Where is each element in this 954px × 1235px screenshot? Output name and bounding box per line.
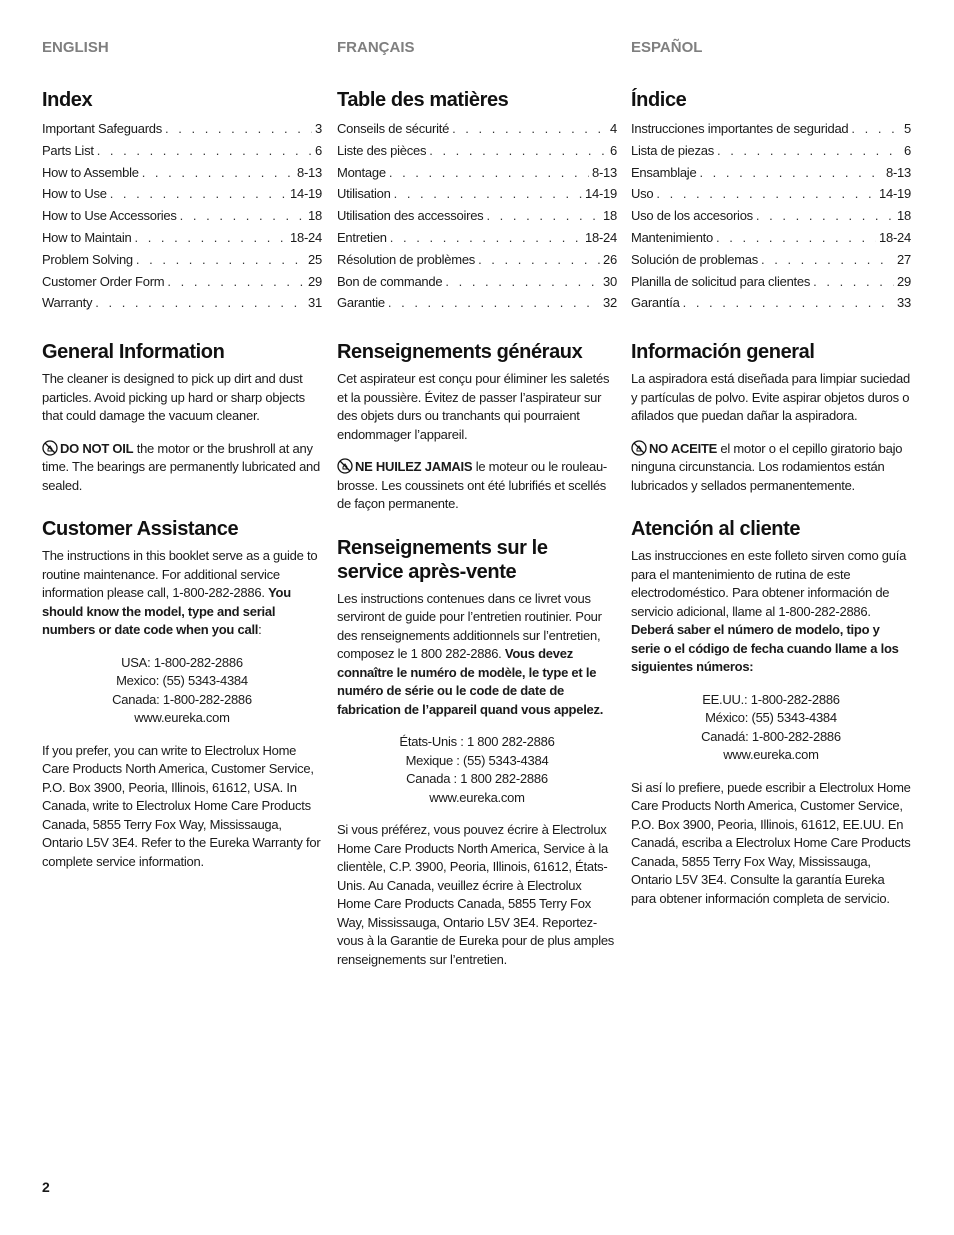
toc-item: Instrucciones importantes de seguridad . . . 5 [631, 118, 911, 140]
toc-item: Parts List . . . 6 [42, 140, 322, 162]
oil-warning-bold: DO NOT OIL [60, 440, 134, 456]
toc-item: Utilisation des accessoires . . . 18 [337, 205, 617, 227]
toc-item: Utilisation . . . 14-19 [337, 183, 617, 205]
toc-item: Garantie . . . 32 [337, 292, 617, 314]
toc-item: Garantía . . . 33 [631, 292, 911, 314]
general-info-text: La aspiradora está diseñada para limpiar suciedad y partículas de polvo. Evite aspirar objetos duros o afilados que puedan dañar la aspiradora. [631, 371, 910, 424]
toc-item: Entretien . . . 18-24 [337, 227, 617, 249]
customer-assistance-text: Les instructions contenues dans ce livret vous serviront de guide pour l’entretien routinier. Pour des renseignements additionnels sur l’entretien, composez le 1 800 282-2886. Vous devez connaître le numéro de modèle, le type et le numéro de série ou le code de date de fabrication de l’appareil quand vous appelez. [337, 590, 604, 717]
language-label: ENGLISH [42, 39, 109, 56]
index-heading: Index [42, 89, 93, 111]
oil-warning [337, 458, 617, 514]
column-french [337, 38, 617, 983]
index-heading: Table des matières [337, 89, 509, 111]
customer-assistance-heading: Customer Assistance [42, 518, 239, 541]
oil-warning-bold: NE HUILEZ JAMAIS [355, 459, 473, 475]
customer-assistance-text: Las instrucciones en este folleto sirven como guía para el mantenimiento de rutina de este electrodoméstico. Para obtener información de servicio adicional, llame al 1-800-282-2886. Deberá saber el número de modelo, tipo y serie o el código de fecha cuando llame a los siguientes números: [631, 548, 907, 675]
no-oil-icon [631, 440, 647, 456]
page-number: 2 [42, 1179, 50, 1195]
table-of-contents [337, 118, 617, 314]
contact-line: États-Unis : 1 800 282-2886 [399, 734, 555, 750]
toc-item: How to Use . . . 14-19 [42, 183, 322, 205]
toc-item: Problem Solving . . . 25 [42, 249, 322, 271]
general-info-text: The cleaner is designed to pick up dirt and dust particles. Avoid picking up hard or sharp objects that could damage the vacuum cleaner. [42, 371, 305, 424]
contact-list [42, 654, 322, 728]
column-english [42, 38, 322, 885]
mailing-address-text: Si vous préférez, vous pouvez écrire à Electrolux Home Care Products North America, Service à la clientèle, C.P. 3900, Peoria, Illinois, 61612, États-Unis. Au Canada, veuillez écrire à Electrolux Home Care Products Canada, 5855 Terry Fox Way, Mississauga, Ontario L5V 3E4. Reportez-vous à la Garantie de Eureka pour de plus amples renseignements sur l’entretien. [337, 822, 615, 967]
toc-item: Bon de commande . . . 30 [337, 271, 617, 293]
table-of-contents [42, 118, 322, 314]
website-link[interactable]: www.eureka.com [723, 747, 819, 763]
contact-line: México: (55) 5343-4384 [705, 710, 837, 726]
toc-item: Résolution de problèmes . . . 26 [337, 249, 617, 271]
toc-item: Uso de los accesorios . . . 18 [631, 205, 911, 227]
general-info-heading: General Information [42, 341, 225, 364]
contact-line: Canada: 1-800-282-2886 [112, 691, 252, 707]
toc-item: Customer Order Form . . . 29 [42, 271, 322, 293]
toc-item: How to Assemble . . . 8-13 [42, 162, 322, 184]
oil-warning-text: el motor o el cepillo giratorio bajo ninguna circunstancia. Los rodamientos están lubricados y sellados permanentemente. [631, 440, 903, 493]
website-link[interactable]: www.eureka.com [429, 789, 525, 805]
oil-warning [42, 440, 322, 496]
contact-line: Mexique : (55) 5343-4384 [405, 752, 549, 768]
oil-warning-bold: NO ACEITE [649, 440, 718, 456]
no-oil-icon [337, 458, 353, 474]
customer-assistance-heading: Atención al cliente [631, 518, 801, 541]
contact-line: Canada : 1 800 282-2886 [406, 771, 548, 787]
contact-line: EE.UU.: 1-800-282-2886 [702, 691, 840, 707]
toc-item: Ensamblaje . . . 8-13 [631, 162, 911, 184]
toc-item: Lista de piezas . . . 6 [631, 140, 911, 162]
toc-item: Liste des pièces . . . 6 [337, 140, 617, 162]
toc-item: Solución de problemas . . . 27 [631, 249, 911, 271]
toc-item: Conseils de sécurité . . . 4 [337, 118, 617, 140]
customer-assistance-text: The instructions in this booklet serve as a guide to routine maintenance. For additional service information please call, 1-800-282-2886. You should know the model, type and serial numbers or date code when you call: [42, 548, 318, 638]
toc-item: Important Safeguards . . . 3 [42, 118, 322, 140]
oil-warning [631, 440, 911, 496]
customer-assistance-heading: Renseignements sur le service après-vente [337, 536, 548, 583]
column-spanish [631, 38, 911, 922]
contact-list [337, 733, 617, 807]
table-of-contents [631, 118, 911, 314]
website-link[interactable]: www.eureka.com [134, 710, 230, 726]
toc-item: Uso . . . 14-19 [631, 183, 911, 205]
oil-warning-text: the motor or the brushroll at any time. The bearings are permanently lubricated and sealed. [42, 440, 321, 493]
language-label: ESPAÑOL [631, 39, 703, 56]
contact-line: Canadá: 1-800-282-2886 [701, 728, 841, 744]
contact-line: Mexico: (55) 5343-4384 [116, 673, 248, 689]
toc-item: Warranty . . . 31 [42, 292, 322, 314]
language-label: FRANÇAIS [337, 39, 415, 56]
toc-item: Planilla de solicitud para clientes . . . 29 [631, 271, 911, 293]
general-info-heading: Información general [631, 341, 815, 364]
toc-item: How to Use Accessories . . . 18 [42, 205, 322, 227]
mailing-address-text: If you prefer, you can write to Electrolux Home Care Products North America, Customer Service, P.O. Box 3900, Peoria, Illinois, 61612, USA. In Canada, write to Electrolux Home Care Products Canada, 5855 Terry Fox Way, Mississauga, Ontario L5V 3E4. Refer to the Eureka Warranty for complete service information. [42, 742, 321, 869]
no-oil-icon [42, 440, 58, 456]
oil-warning-text: le moteur ou le rouleau-brosse. Les coussinets ont été lubrifiés et scellés de façon permanente. [337, 459, 608, 512]
general-info-heading: Renseignements généraux [337, 341, 583, 364]
contact-list [631, 691, 911, 765]
toc-item: Mantenimiento . . . 18-24 [631, 227, 911, 249]
mailing-address-text: Si así lo prefiere, puede escribir a Electrolux Home Care Products North America, Customer Service, P.O. Box 3900, Peoria, Illinois, 61612, EE.UU. En Canadá, escriba a Electrolux Home Care Products Canada, 5855 Terry Fox Way, Mississauga, Ontario L5V 3E4. Consulte la garantía Eureka para obtener información completa de servicio. [631, 779, 911, 906]
index-heading: Índice [631, 89, 687, 111]
general-info-text: Cet aspirateur est conçu pour éliminer les saletés et la poussière. Évitez de passer l’aspirateur sur des objets durs ou tranchants qui pourraient endommager l’appareil. [337, 371, 610, 442]
toc-item: How to Maintain . . . 18-24 [42, 227, 322, 249]
contact-line: USA: 1-800-282-2886 [121, 654, 243, 670]
toc-item: Montage . . . 8-13 [337, 162, 617, 184]
